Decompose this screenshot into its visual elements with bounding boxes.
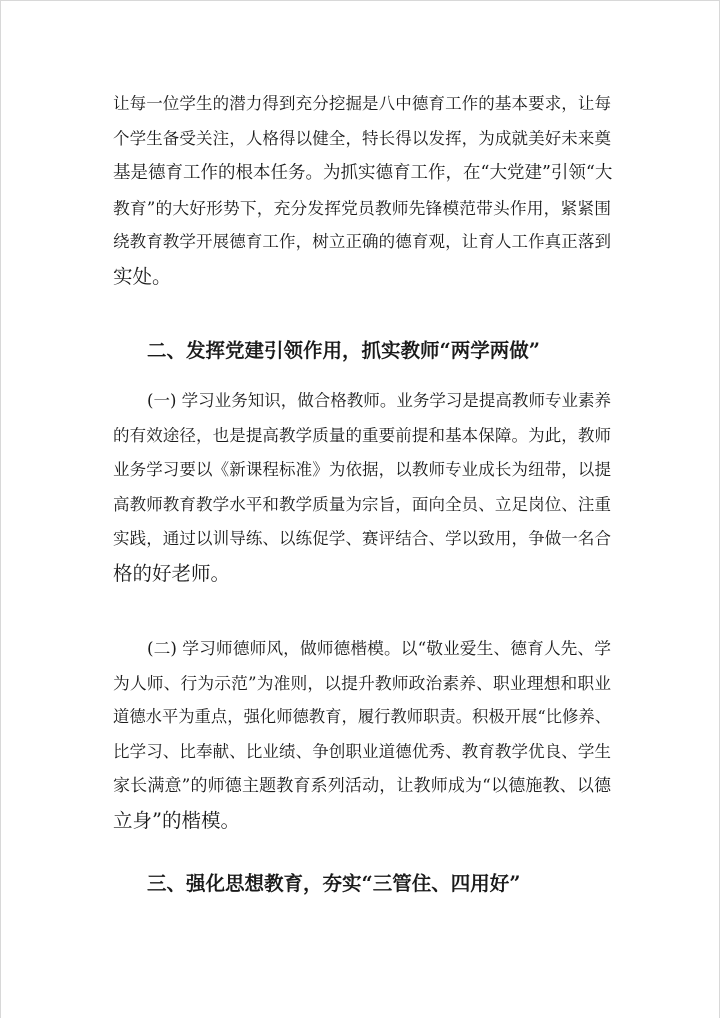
paragraph-line: 家长满意”的师德主题教育系列活动，让教师成为“以德施教、以德 [113, 776, 611, 797]
paragraph-2 [113, 384, 611, 592]
paragraph-line: 教育”的大好形势下，充分发挥党员教师先锋模范带头作用，紧紧围 [113, 197, 611, 218]
paragraph-line: 绕教育教学开展德育工作，树立正确的德育观，让育人工作真正落到 [113, 232, 611, 252]
paragraph-line: 比学习、比奉献、比业绩、争创职业道德优秀、教育教学优良、学生 [113, 741, 611, 761]
paragraph-line: 的有效途径，也是提高教学质量的重要前提和基本保障。为此，教师 [113, 425, 611, 445]
paragraph-line: 实处。 [113, 264, 172, 288]
paragraph-line: 立身”的楷模。 [113, 808, 240, 832]
paragraph-3 [113, 631, 611, 839]
paragraph-line: 业务学习要以《新课程标准》为依据，以教师专业成长为纽带，以提 [113, 460, 611, 480]
paragraph-line: 道德水平为重点，强化师德教育，履行教师职责。积极开展“比修养、 [113, 707, 611, 727]
paragraph-line: 为人师、行为示范”为准则，以提升教师政治素养、职业理想和职业 [113, 672, 611, 693]
paragraph-line: 格的好老师。 [113, 561, 231, 585]
paragraph-1 [113, 87, 611, 295]
section-heading-3: 三、强化思想教育，夯实“三管住、四用好” [147, 872, 521, 895]
paragraph-line: 基是德育工作的根本任务。为抓实德育工作，在“大党建”引领“大 [113, 163, 613, 184]
paragraph-line: 个学生备受关注，人格得以健全，特长得以发挥，为成就美好未来奠 [113, 128, 611, 148]
paragraph-line: 高教师教育教学水平和教学质量为宗旨，面向全员、立足岗位、注重 [113, 494, 611, 514]
paragraph-line: 实践，通过以训导练、以练促学、赛评结合、学以致用，争做一名合 [113, 529, 611, 549]
paragraph-line: 让每一位学生的潜力得到充分挖掘是八中德育工作的基本要求，让每 [113, 94, 611, 113]
section-heading-2: 二、发挥党建引领作用，抓实教师“两学两做” [147, 339, 540, 362]
paragraph-line: (一) 学习业务知识，做合格教师。业务学习是提高教师专业素养 [147, 391, 611, 410]
paragraph-line: (二) 学习师德师风，做师德楷模。以“敬业爱生、德育人先、学 [147, 638, 611, 658]
